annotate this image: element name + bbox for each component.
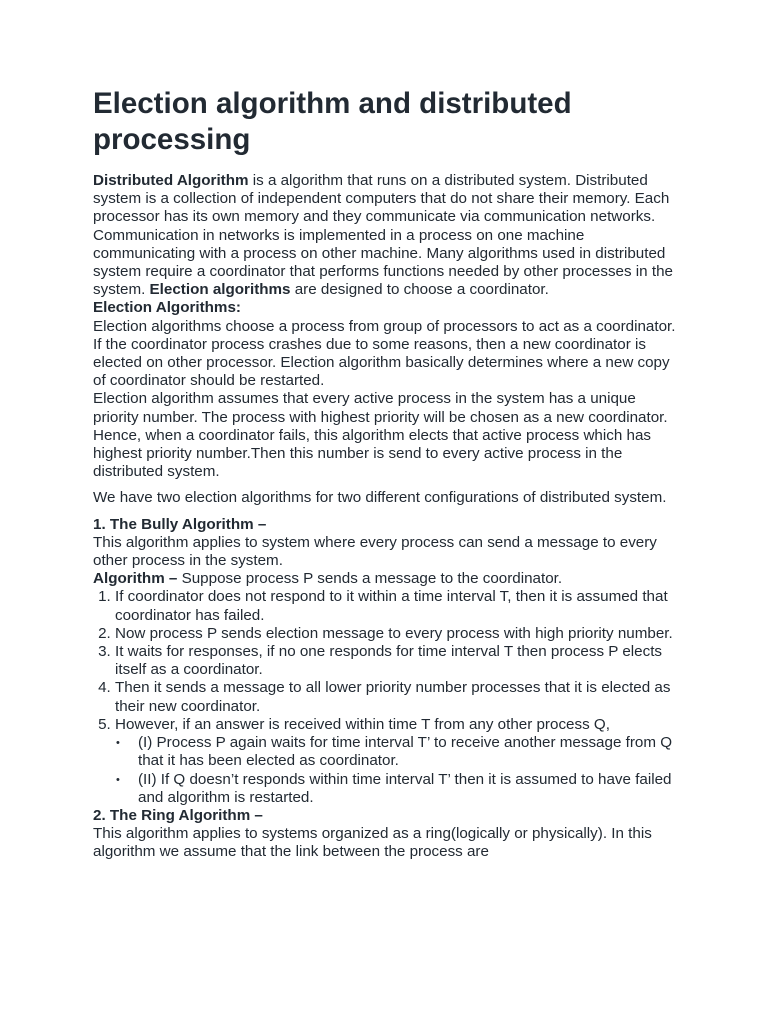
bullet-icon: • (116, 773, 120, 786)
bully-description: This algorithm applies to system where every process can send a message to every other process in the system. (93, 533, 657, 570)
bully-step: 2. Now process P sends election message to every process with high priority number. (115, 625, 683, 643)
intro-text-2: are designed to choose a coordinator. (290, 281, 549, 299)
intro-paragraph (93, 172, 683, 299)
bully-substeps-list (93, 734, 683, 807)
document-body (93, 172, 683, 862)
bully-step: 3. It waits for responses, if no one responds for time interval T then process P elects itself as a coordinator. (115, 643, 683, 679)
intro-term-distributed-algorithm: Distributed Algorithm (93, 172, 249, 189)
intro-text-1: is a algorithm that runs on a distributed system. Distributed system is a collection of independent computers that do not share their memory. Each processor has its own memory and they communicate via communication networks. Communication in networks is implemented in a process on one machine communicating with a process on other machine. Many algorithms used in distributed system require a coordinator that performs functions needed by other processes in the system. (93, 172, 673, 299)
election-heading: Election Algorithms: (93, 299, 241, 317)
intro-term-election-algorithms: Election algorithms (149, 281, 291, 299)
ring-description: This algorithm applies to systems organized as a ring(logically or physically). In this algorithm we assume that the link between the process are (93, 825, 652, 861)
page-title: Election algorithm and distributed processing (93, 87, 572, 156)
bully-algorithm-text: Suppose process P sends a message to the coordinator. (177, 570, 563, 588)
bully-substep: • (I) Process P again waits for time interval T’ to receive another message from Q that it has been elected as coordinator. (116, 734, 673, 770)
bully-step: 5. However, if an answer is received within time T from any other process Q, (115, 716, 683, 734)
election-paragraph-2: Election algorithm assumes that every active process in the system has a unique priority number. The process with highest priority will be chosen as a new coordinator. Hence, when a coordinator fails, this algorithm elects that active process which has highest priority number.Then this number is send to every active process in the distributed system. (93, 390, 668, 481)
bully-steps-list (93, 588, 683, 734)
bully-substep: • (II) If Q doesn’t responds within time interval T’ then it is assumed to have failed and algorithm is restarted. (116, 770, 672, 806)
document-page (93, 86, 683, 862)
bully-algorithm-line (93, 570, 683, 588)
two-algorithms-paragraph: We have two election algorithms for two different configurations of distributed system. (93, 489, 667, 507)
bully-algorithm-label: Algorithm – (93, 570, 178, 588)
bully-heading: 1. The Bully Algorithm – (93, 515, 267, 533)
ring-heading: 2. The Ring Algorithm – (93, 806, 263, 824)
bully-step: 4. Then it sends a message to all lower priority number processes that it is elected as their new coordinator. (115, 679, 683, 715)
election-paragraph-1: Election algorithms choose a process from group of processors to act as a coordinator. If the coordinator process crashes due to some reasons, then a new coordinator is elected on other processor. Election algorithm basically determines where a new copy of coordinator should be restarted. (93, 317, 676, 390)
bullet-icon: • (116, 737, 120, 750)
bully-step: 1. If coordinator does not respond to it within a time interval T, then it is assumed that coordinator has failed. (115, 588, 683, 624)
